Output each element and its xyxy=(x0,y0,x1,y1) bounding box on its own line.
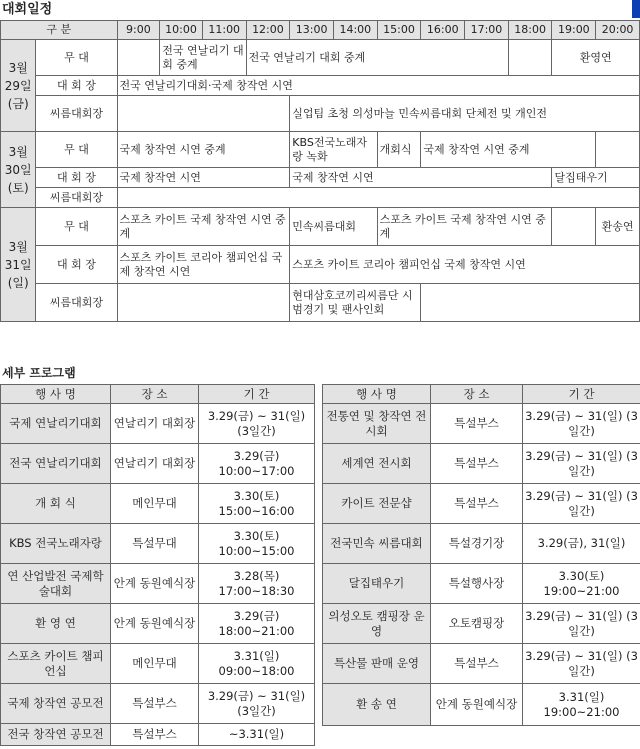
program-period: 3.28(목) 17:00~18:30 xyxy=(199,564,315,604)
program-period: 3.29(금) ~ 31(일) (3일간) xyxy=(199,684,315,724)
program-row xyxy=(323,524,640,564)
program-period: 3.29(금) ~ 31(일) (3일간) xyxy=(523,444,640,484)
venue-label: 무 대 xyxy=(36,208,117,246)
event-cell xyxy=(508,40,552,76)
event-cell: 스포츠 카이트 코리아 챔피언십 국제 창작연 시연 xyxy=(290,246,640,284)
program-name: 환 영 연 xyxy=(1,604,111,644)
page-title: 대회일정 xyxy=(2,2,53,17)
program-row xyxy=(1,524,315,564)
event-cell: 환송연 xyxy=(596,208,640,246)
date-part: (토) xyxy=(7,180,29,195)
program-row xyxy=(1,644,315,684)
event-cell: 국제 창작연 시연 xyxy=(117,168,290,188)
event-cell: 국제 창작연 시연 중계 xyxy=(421,132,596,168)
program-row xyxy=(1,724,315,746)
time-header: 14:00 xyxy=(333,21,377,40)
program-header-cell: 장 소 xyxy=(431,385,523,404)
program-name: 환 송 연 xyxy=(323,684,431,726)
time-header: 12:00 xyxy=(246,21,290,40)
event-cell xyxy=(117,96,290,132)
schedule-row xyxy=(1,40,640,76)
program-row xyxy=(1,564,315,604)
schedule-row xyxy=(1,168,640,188)
program-place: 오토캠핑장 xyxy=(431,604,523,644)
program-place: 특설부스 xyxy=(111,724,199,746)
date-part: 29일 xyxy=(4,78,32,93)
schedule-row xyxy=(1,284,640,322)
date-cell xyxy=(1,208,36,322)
program-place: 안계 동원예식장 xyxy=(431,684,523,726)
program-place: 연날리기 대회장 xyxy=(111,444,199,484)
program-period: 3.31(일) 09:00~18:00 xyxy=(199,644,315,684)
program-place: 메인무대 xyxy=(111,484,199,524)
program-name: 국제 창작연 공모전 xyxy=(1,684,111,724)
event-cell: 환영연 xyxy=(552,40,640,76)
program-header-cell: 기 간 xyxy=(199,385,315,404)
program-period: 3.30(토) 10:00~15:00 xyxy=(199,524,315,564)
schedule-row xyxy=(1,132,640,168)
program-place: 안계 동원예식장 xyxy=(111,564,199,604)
event-cell: 전국 연날리기대회·국제 창작연 시연 xyxy=(117,76,639,96)
time-header: 9:00 xyxy=(117,21,160,40)
program-row xyxy=(323,484,640,524)
venue-label: 대 회 장 xyxy=(36,76,117,96)
time-header: 11:00 xyxy=(202,21,246,40)
program-header-cell: 행 사 명 xyxy=(323,385,431,404)
date-part: (일) xyxy=(7,275,29,290)
program-row xyxy=(1,444,315,484)
program-name: 특산물 판매 운영 xyxy=(323,644,431,684)
schedule-row xyxy=(1,96,640,132)
program-header-row xyxy=(323,385,640,404)
program-row xyxy=(1,404,315,444)
event-cell: 스포츠 카이트 국제 창작연 시연 중계 xyxy=(117,208,290,246)
program-name: 전국 창작연 공모전 xyxy=(1,724,111,746)
event-cell: 스포츠 카이트 코리아 챔피언십 국제 창작연 시연 xyxy=(117,246,290,284)
program-row xyxy=(323,564,640,604)
program-place: 특설경기장 xyxy=(431,524,523,564)
schedule-table xyxy=(0,20,640,322)
program-table-right xyxy=(322,384,640,726)
date-part: 3월 xyxy=(8,239,28,254)
program-period: 3.29(금) ~ 31(일) (3일간) xyxy=(523,484,640,524)
venue-label: 씨름대회장 xyxy=(36,188,117,208)
program-place: 특설부스 xyxy=(111,684,199,724)
program-row xyxy=(1,604,315,644)
program-place: 특설행사장 xyxy=(431,564,523,604)
program-row xyxy=(323,604,640,644)
venue-label: 씨름대회장 xyxy=(36,284,117,322)
program-place: 특설부스 xyxy=(431,644,523,684)
program-header-cell: 장 소 xyxy=(111,385,199,404)
program-row xyxy=(1,684,315,724)
event-cell: 개회식 xyxy=(377,132,421,168)
program-period: 3.29(금), 31(일) xyxy=(523,524,640,564)
event-cell xyxy=(117,40,160,76)
program-table-left xyxy=(0,384,315,746)
program-name: 연 산업발전 국제학술대회 xyxy=(1,564,111,604)
schedule-header-row xyxy=(1,21,640,40)
event-cell: 국제 창작연 시연 중계 xyxy=(117,132,290,168)
program-period: 3.29(금) 18:00~21:00 xyxy=(199,604,315,644)
program-header-cell: 기 간 xyxy=(523,385,640,404)
time-header: 15:00 xyxy=(377,21,421,40)
program-place: 특설부스 xyxy=(431,484,523,524)
program-row xyxy=(323,644,640,684)
time-header: 16:00 xyxy=(421,21,465,40)
program-period: 3.29(금) ~ 31(일) (3일간) xyxy=(523,404,640,444)
event-cell xyxy=(552,208,596,246)
date-cell xyxy=(1,132,36,208)
time-header: 19:00 xyxy=(552,21,596,40)
schedule-header-label: 구 분 xyxy=(1,21,118,40)
program-place: 특설무대 xyxy=(111,524,199,564)
program-header-row xyxy=(1,385,315,404)
schedule-row xyxy=(1,188,640,208)
program-period: 3.29(금) ~ 31(일) (3일간) xyxy=(523,644,640,684)
top-right-bar xyxy=(632,0,640,18)
program-name: 달집태우기 xyxy=(323,564,431,604)
time-header: 20:00 xyxy=(596,21,640,40)
program-period: 3.29(금) ~ 31(일) (3일간) xyxy=(199,404,315,444)
date-cell xyxy=(1,40,36,132)
program-place: 메인무대 xyxy=(111,644,199,684)
event-cell: 국제 창작연 시연 xyxy=(290,168,552,188)
program-name: 전국 연날리기대회 xyxy=(1,444,111,484)
venue-label: 씨름대회장 xyxy=(36,96,117,132)
event-cell xyxy=(596,132,640,168)
program-place: 안계 동원예식장 xyxy=(111,604,199,644)
program-row xyxy=(1,484,315,524)
time-header: 10:00 xyxy=(160,21,203,40)
program-period: 3.30(토) 19:00~21:00 xyxy=(523,564,640,604)
schedule-row xyxy=(1,76,640,96)
venue-label: 무 대 xyxy=(36,132,117,168)
event-cell: KBS전국노래자랑 녹화 xyxy=(290,132,377,168)
schedule-row xyxy=(1,208,640,246)
program-row xyxy=(323,684,640,726)
program-period: 3.29(금) 10:00~17:00 xyxy=(199,444,315,484)
venue-label: 대 회 장 xyxy=(36,246,117,284)
program-row xyxy=(323,444,640,484)
time-header: 13:00 xyxy=(290,21,334,40)
program-period: 3.30(토) 15:00~16:00 xyxy=(199,484,315,524)
event-cell: 전국 연날리기 대회 중계 xyxy=(246,40,508,76)
program-title: 세부 프로그램 xyxy=(2,366,76,380)
event-cell: 민속씨름대회 xyxy=(290,208,377,246)
program-period: 3.31(일) 19:00~21:00 xyxy=(523,684,640,726)
time-header: 17:00 xyxy=(465,21,509,40)
date-part: 3월 xyxy=(8,144,28,159)
event-cell: 실업팀 초청 의성마늘 민속씨름대회 단체전 및 개인전 xyxy=(290,96,640,132)
program-name: 카이트 전문샵 xyxy=(323,484,431,524)
program-period: 3.29(금) ~ 31(일) (3일간) xyxy=(523,604,640,644)
program-name: 국제 연날리기대회 xyxy=(1,404,111,444)
schedule-row xyxy=(1,246,640,284)
venue-label: 무 대 xyxy=(36,40,117,76)
program-name: 의성오토 캠핑장 운영 xyxy=(323,604,431,644)
date-part: 31일 xyxy=(4,257,32,272)
program-name: 전통연 및 창작연 전시회 xyxy=(323,404,431,444)
program-row xyxy=(323,404,640,444)
event-cell: 달집태우기 xyxy=(552,168,640,188)
program-name: 세계연 전시회 xyxy=(323,444,431,484)
time-header: 18:00 xyxy=(508,21,552,40)
program-name: 스포츠 카이트 챔피언십 xyxy=(1,644,111,684)
program-period: ~3.31(일) xyxy=(199,724,315,746)
event-cell: 전국 연날리기 대회 중계 xyxy=(160,40,246,76)
program-name: 전국민속 씨름대회 xyxy=(323,524,431,564)
program-place: 특설부스 xyxy=(431,444,523,484)
event-cell xyxy=(421,284,640,322)
program-name: KBS 전국노래자랑 xyxy=(1,524,111,564)
date-part: (금) xyxy=(7,96,29,111)
event-cell: 스포츠 카이트 국제 창작연 시연 중계 xyxy=(377,208,552,246)
event-cell xyxy=(117,284,290,322)
program-header-cell: 행 사 명 xyxy=(1,385,111,404)
program-name: 개 회 식 xyxy=(1,484,111,524)
event-cell xyxy=(117,188,639,208)
program-place: 특설부스 xyxy=(431,404,523,444)
date-part: 3월 xyxy=(8,60,28,75)
date-part: 30일 xyxy=(4,162,32,177)
venue-label: 대 회 장 xyxy=(36,168,117,188)
event-cell: 현대삼호코끼리씨름단 시범경기 및 팬사인회 xyxy=(290,284,421,322)
program-place: 연날리기 대회장 xyxy=(111,404,199,444)
